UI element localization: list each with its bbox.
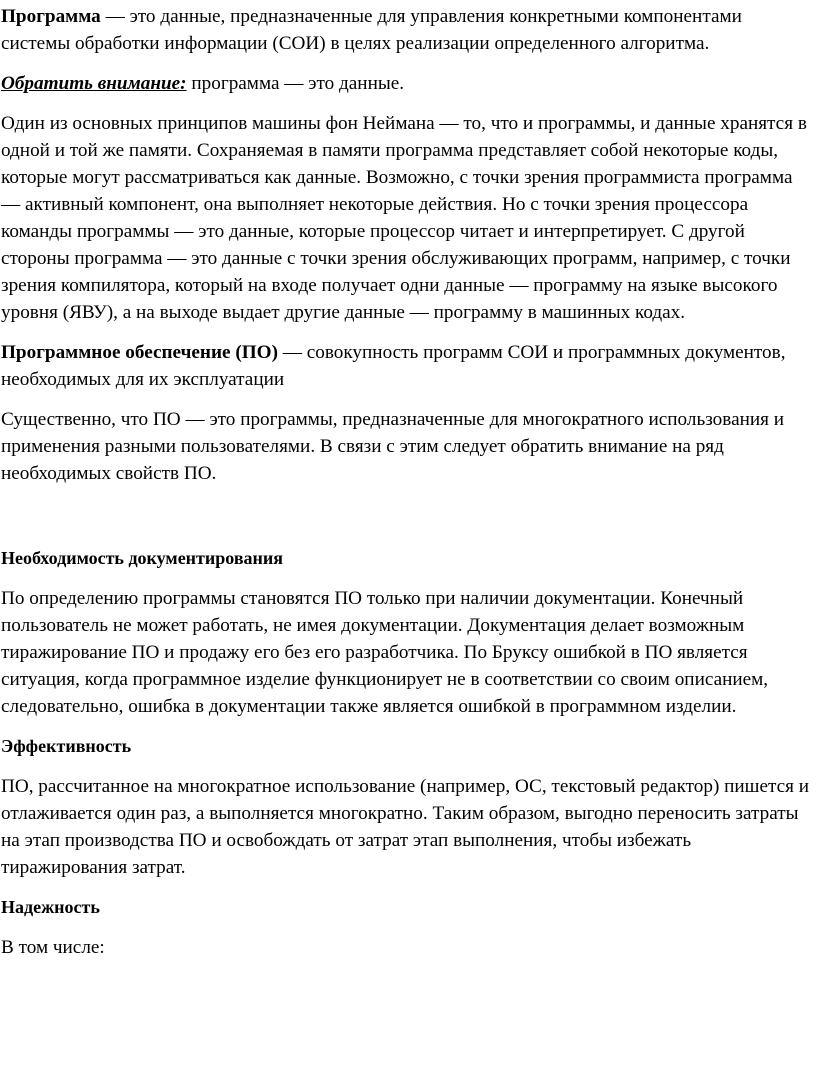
document-page xyxy=(0,3,815,961)
paragraph-software-definition xyxy=(1,339,815,393)
attention-text: программа — это данные. xyxy=(186,73,405,94)
paragraph-reliability: В том числе: xyxy=(1,937,105,958)
program-definition-text: — это данные, предназначенные для управления конкретными компонентами системы обработки информации (СОИ) в целях реализации определенного алгоритма. xyxy=(1,6,742,54)
paragraph-von-neumann: Один из основных принципов машины фон Неймана — то, что и программы, и данные хранятся в одной и той же памяти. Сохраняемая в памяти программа представляет собой некоторые коды, которые могут рассматриваться как данные. Возможно, с точки зрения программиста программа — активный компонент, она выполняет некоторые действия. Но с точки зрения процессора команды программы — это данные, которые процессор читает и интерпретирует. С другой стороны программа — это данные с точки зрения обслуживающих программ, например, с точки зрения компилятора, который на входе получает одни данные — программу на языке высокого уровня (ЯВУ), а на выходе выдает другие данные — программу в машинных кодах. xyxy=(1,113,807,323)
paragraph-program-definition xyxy=(1,3,815,57)
attention-label: Обратить внимание: xyxy=(1,73,187,94)
paragraph-attention xyxy=(1,70,815,97)
software-definition-text: — совокупность программ СОИ и программных документов, необходимых для их эксплуатации xyxy=(1,342,786,390)
heading-efficiency: Эффективность xyxy=(1,736,132,756)
heading-documentation: Необходимость документирования xyxy=(1,548,284,568)
paragraph-documentation: По определению программы становятся ПО только при наличии документации. Конечный пользователь не может работать, не имея документации. Документация делает возможным тиражирование ПО и продажу его без его разработчика. По Бруксу ошибкой в ПО является ситуация, когда программное изделие функционирует не в соответствии со своим описанием, следовательно, ошибка в документации также является ошибкой в программном изделии. xyxy=(1,588,769,717)
term-program: Программа xyxy=(1,6,101,27)
paragraph-efficiency: ПО, рассчитанное на многократное использование (например, ОС, текстовый редактор) пишется и отлаживается один раз, а выполняется многократно. Таким образом, выгодно переносить затраты на этап производства ПО и освобождать от затрат этап выполнения, чтобы избежать тиражирования затрат. xyxy=(1,776,810,878)
term-software: Программное обеспечение (ПО) xyxy=(1,342,278,363)
heading-reliability: Надежность xyxy=(1,897,100,917)
paragraph-software-properties: Существенно, что ПО — это программы, предназначенные для многократного использования и применения разными пользователями. В связи с этим следует обратить внимание на ряд необходимых свойств ПО. xyxy=(1,409,785,484)
